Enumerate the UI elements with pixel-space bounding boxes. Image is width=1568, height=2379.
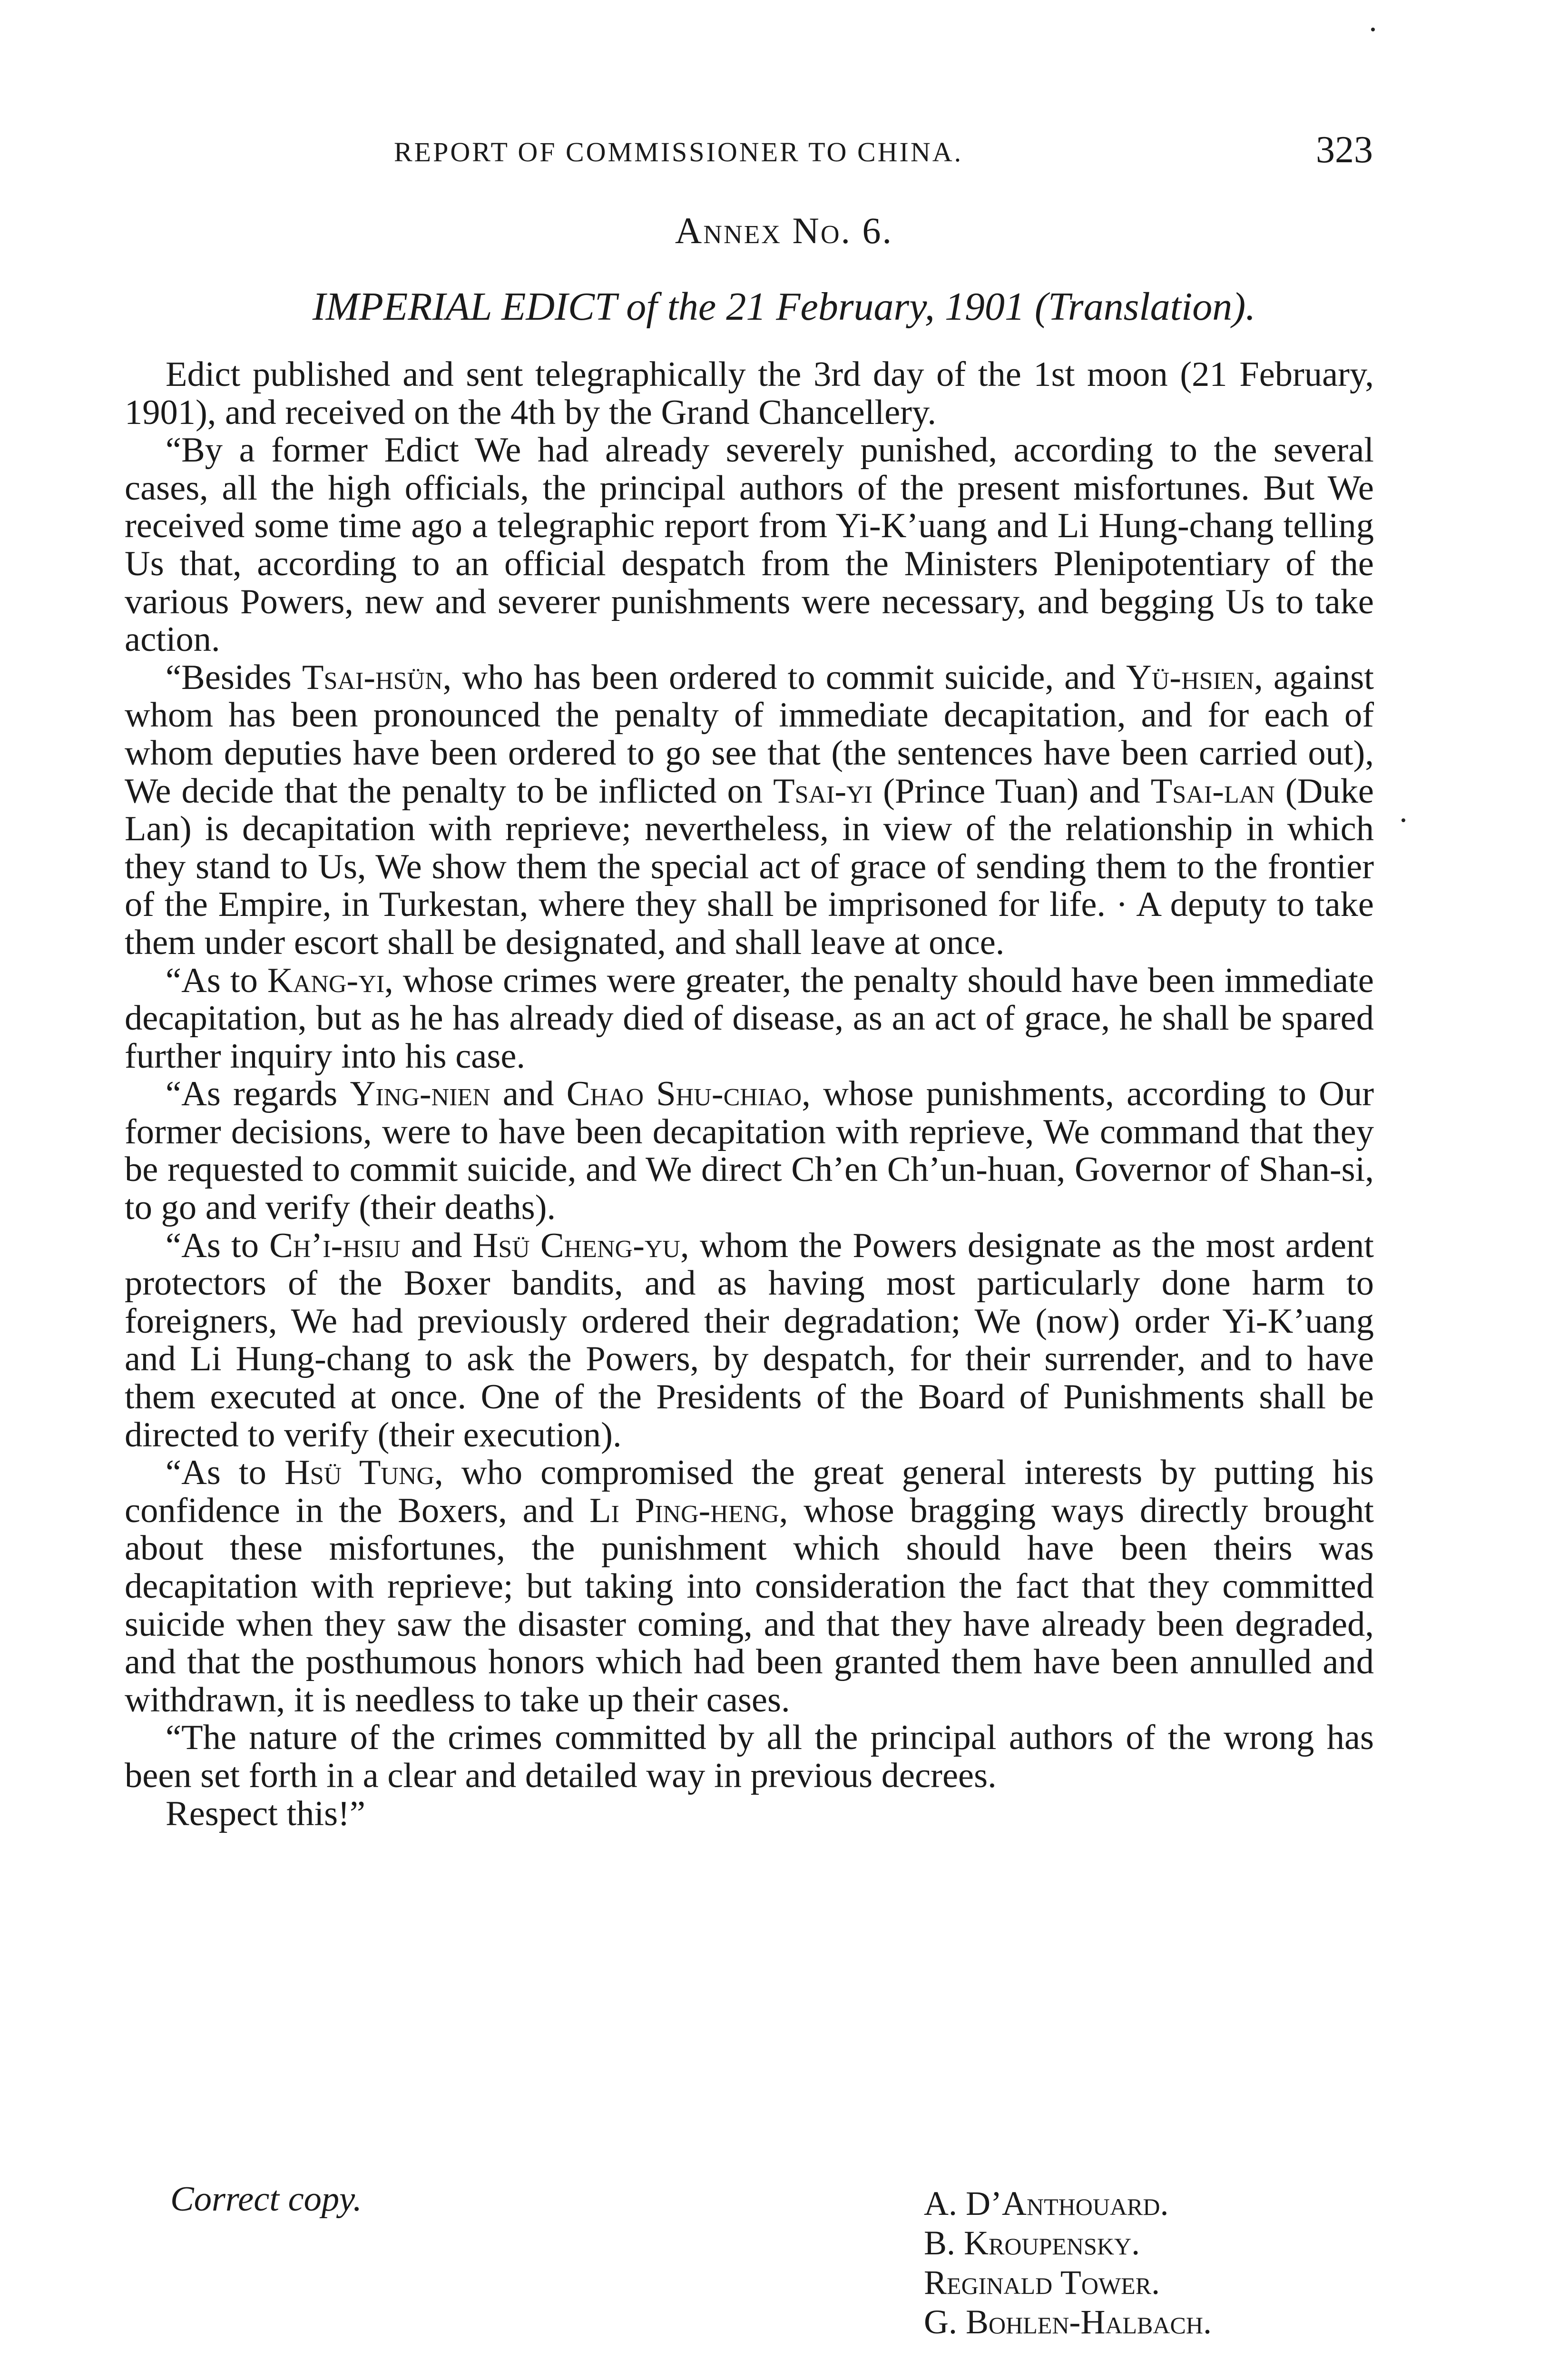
annex-heading: Annex No. 6.: [675, 210, 893, 251]
text-run: and: [490, 1074, 567, 1114]
text-run: (Duke Lan) is decapitation with reprieve; nevertheless, in view of the relationship in which they stand to Us, We show them the special act of grace of sending them to the frontier of the Empire, in Turkestan, where they shall be imprisoned for life. · A deputy to take them under escort shall be designated, and shall leave at once.: [125, 771, 1374, 962]
text-run: , whom the Powers designate as the most ardent protectors of the Boxer bandits, and as having most particularly done harm to foreigners, We had previously ordered their degradation; We (now) order Yi-K’uang and Li Hung-chang to ask the Powers, by despatch, for their surrender, and to have them executed at once. One of the Presidents of the Board of Punishments shall be directed to verify (their execution).: [125, 1226, 1374, 1455]
person-name: Tsai-lan: [1150, 771, 1275, 811]
text-run: “As regards: [166, 1074, 350, 1114]
running-title: REPORT OF COMMISSIONER TO CHINA.: [394, 137, 963, 167]
person-name: Tsai-yi: [773, 771, 873, 811]
person-name: Li Ping-heng: [589, 1491, 779, 1530]
paragraph: [125, 1075, 1374, 1227]
text-run: , against whom has been pronounced the penalty of immediate decapitation, and for each of whom deputies have been ordered to go see that (the sentences have been carried out), We decide that the penalty to be inflicted on: [125, 658, 1374, 811]
person-name: Chao Shu-chiao: [566, 1074, 802, 1114]
text-run: “Besides: [166, 658, 302, 697]
person-name: Hsü Cheng-yu: [472, 1226, 681, 1265]
signature-block: [924, 2184, 1212, 2342]
edict-body: [125, 356, 1374, 1833]
signatory-name: G. Bohlen-Halbach.: [924, 2303, 1212, 2341]
text-run: , who has been ordered to commit suicide, and: [442, 658, 1126, 697]
signatory-name: B. Kroupensky.: [924, 2224, 1140, 2262]
edict-title-main: IMPERIAL EDICT: [312, 285, 617, 329]
paragraph: Respect this!”: [166, 1794, 365, 1833]
signatory-name: A. D’Anthouard.: [924, 2184, 1169, 2222]
page-number: 323: [1316, 129, 1373, 171]
text-run: “As to: [166, 1226, 270, 1265]
edict-title: [0, 284, 1568, 330]
signatory-name: Reginald Tower.: [924, 2263, 1160, 2301]
person-name: Yü-hsien: [1126, 658, 1254, 697]
person-name: Hsü Tung: [284, 1453, 435, 1493]
paragraph: [125, 1454, 1374, 1719]
text-run: “As to: [166, 1453, 284, 1493]
person-name: Tsai-hsün: [302, 658, 443, 697]
text-run: (Prince Tuan) and: [872, 771, 1151, 811]
paragraph: [125, 962, 1374, 1076]
text-run: , who compromised the great general interests by putting his confidence in the Boxers, and: [125, 1453, 1374, 1530]
text-run: , whose bragging ways directly brought about these misfortunes, the punishment which should have been theirs was decapitation with reprieve; but taking into consideration the fact that they committed suicide when they saw the disaster coming, and that they have already been degraded, and that the posthumous honors which had been granted them have been annulled and withdrawn, it is needless to take up their cases.: [125, 1491, 1374, 1720]
correct-copy-note: Correct copy.: [170, 2180, 362, 2219]
person-name: Ying-nien: [350, 1074, 490, 1114]
paragraph: Edict published and sent telegraphically the 3rd day of the 1st moon (21 February, 1901), and received on the 4th by the Grand Chancellery.: [125, 355, 1374, 432]
paragraph: “The nature of the crimes committed by all the principal authors of the wrong has been set forth in a clear and detailed way in previous decrees.: [125, 1718, 1374, 1795]
paper-speck: [1371, 28, 1375, 31]
text-run: , whose punishments, according to Our former decisions, were to have been decapitation with reprieve, We command that they be requested to commit suicide, and We direct Ch’en Ch’un-huan, Governor of Shan-si, to go and verify (their deaths).: [125, 1074, 1374, 1228]
page-header: [127, 125, 1373, 182]
paragraph: “By a former Edict We had already severely punished, according to the several cases, all the high officials, the principal authors of the present misfortunes. But We received some time ago a telegraphic report from Yi-K’uang and Li Hung-chang telling Us that, according to an official despatch from the Ministers Plenipotentiary of the various Powers, new and severer punishments were necessary, and begging Us to take action.: [125, 431, 1374, 659]
paper-speck: [1401, 818, 1405, 822]
edict-title-date: 21 February, 1901: [726, 285, 1025, 329]
text-run: “As to: [166, 961, 267, 1000]
edict-title-translation: (Translation).: [1024, 285, 1256, 329]
text-run: and: [400, 1226, 473, 1265]
paragraph: [125, 1227, 1374, 1455]
edict-title-of-the: of the: [616, 285, 726, 329]
person-name: Ch’i-hsiu: [269, 1226, 401, 1265]
paragraph: [125, 659, 1374, 962]
text-run: , whose crimes were greater, the penalty should have been immediate decapitation, but as he has already died of disease, as an act of grace, he shall be spared further inquiry into his case.: [125, 961, 1374, 1076]
person-name: Kang-yi: [267, 961, 385, 1000]
